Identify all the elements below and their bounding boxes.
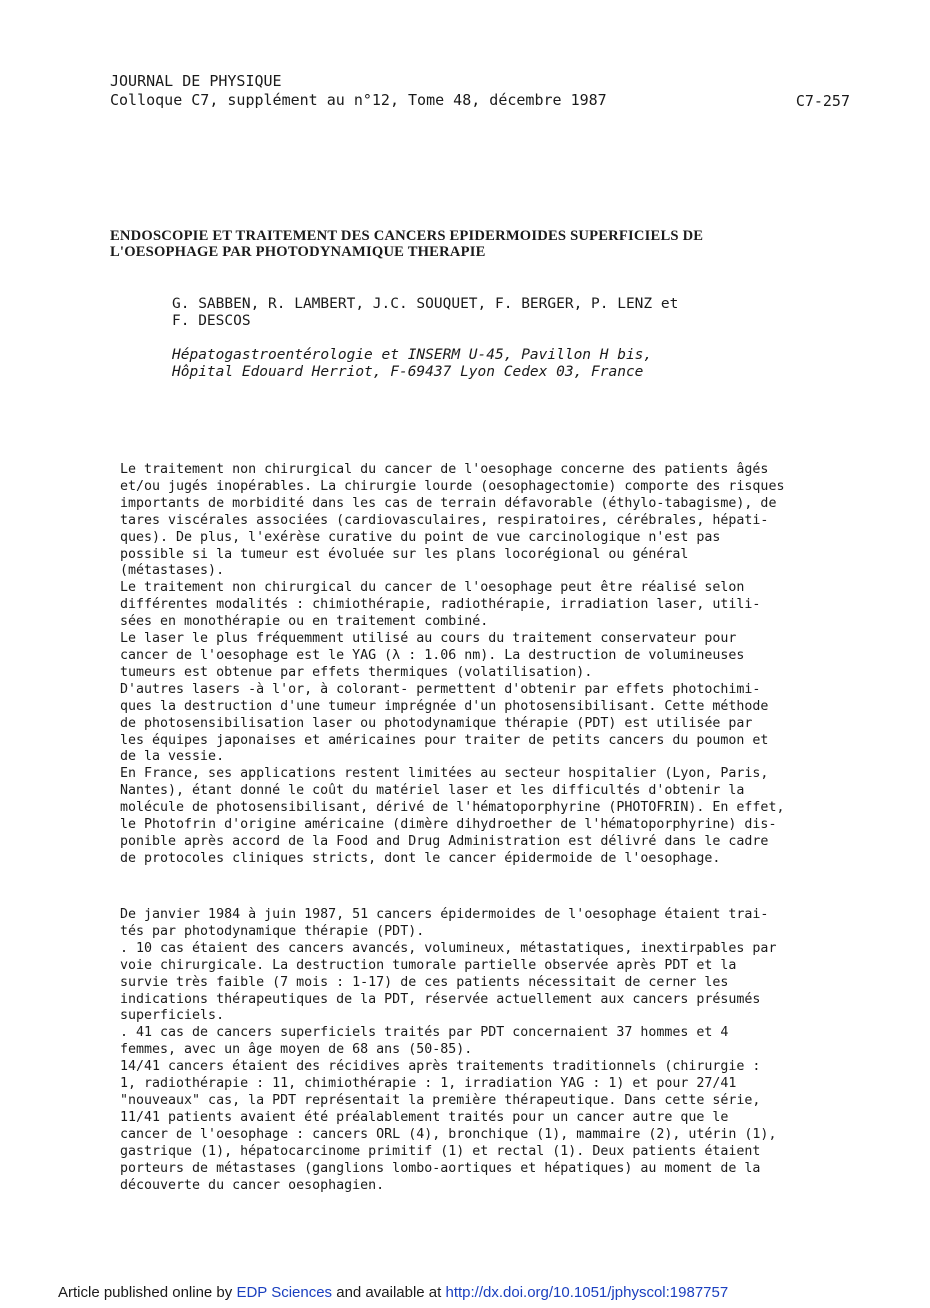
body-text-line: de protocoles cliniques stricts, dont le cancer épidermoide de l'oesophage. [120, 850, 721, 866]
author-line: G. SABBEN, R. LAMBERT, J.C. SOUQUET, F. BERGER, P. LENZ et [172, 296, 679, 312]
author-line: F. DESCOS [172, 313, 251, 329]
body-paragraph-patients [120, 907, 840, 1194]
author-list [172, 296, 812, 330]
footer-prefix: Article published online by [58, 1284, 237, 1301]
body-text-line: femmes, avec un âge moyen de 68 ans (50-85). [120, 1042, 473, 1058]
body-text-line: voie chirurgicale. La destruction tumorale partielle observée après PDT et la [120, 957, 737, 973]
body-text-line: tares viscérales associées (cardiovasculaires, respiratoires, cérébrales, hépati- [120, 512, 769, 528]
body-text-line: porteurs de métastases (ganglions lombo-aortiques et hépatiques) au moment de la [120, 1160, 761, 1176]
body-text-line: cancer de l'oesophage : cancers ORL (4), bronchique (1), mammaire (2), utérin (1), [120, 1126, 777, 1142]
journal-name: JOURNAL DE PHYSIQUE [110, 72, 282, 90]
body-text-line: ponible après accord de la Food and Drug Administration est délivré dans le cadre [120, 833, 769, 849]
body-text-line: tés par photodynamique thérapie (PDT). [120, 923, 425, 939]
body-text-line: Le laser le plus fréquemment utilisé au cours du traitement conservateur pour [120, 631, 737, 647]
page-number: C7-257 [795, 92, 850, 110]
title-line: ENDOSCOPIE ET TRAITEMENT DES CANCERS EPIDERMOIDES SUPERFICIELS DE [110, 228, 704, 244]
publication-footer [58, 1284, 728, 1301]
body-text-line: possible si la tumeur est évoluée sur les plans locorégional ou général [120, 546, 689, 562]
body-text-line: (métastases). [120, 563, 225, 579]
body-text-line: indications thérapeutiques de la PDT, réservée actuellement aux cancers présumés [120, 991, 761, 1007]
doi-link[interactable]: http://dx.doi.org/10.1051/jphyscol:1987757 [445, 1284, 729, 1301]
issue-line: Colloque C7, supplément au n°12, Tome 48, décembre 1987 [110, 91, 607, 109]
body-text-line: "nouveaux" cas, la PDT représentait la première thérapeutique. Dans cette série, [120, 1092, 761, 1108]
body-text-line: les équipes japonaises et américaines pour traiter de petits cancers du poumon et [120, 732, 769, 748]
body-text-line: ques la destruction d'une tumeur imprégnée d'un photosensibilisant. Cette méthode [120, 698, 769, 714]
body-text-line: différentes modalités : chimiothérapie, radiothérapie, irradiation laser, utili- [120, 597, 761, 613]
affiliation-line: Hépatogastroentérologie et INSERM U-45, Pavillon H bis, [172, 347, 653, 363]
body-text-line: superficiels. [120, 1008, 225, 1024]
article-title [110, 228, 830, 260]
body-text-line: sées en monothérapie ou en traitement combiné. [120, 614, 489, 630]
body-text-line: 11/41 patients avaient été préalablement traités pour un cancer autre que le [120, 1109, 729, 1125]
body-text-line: 14/41 cancers étaient des récidives après traitements traditionnels (chirurgie : [120, 1059, 761, 1075]
body-text-line: De janvier 1984 à juin 1987, 51 cancers épidermoides de l'oesophage étaient trai- [120, 907, 769, 922]
body-text-line: le Photofrin d'origine américaine (dimère dihydroether de l'hématoporphyrine) dis- [120, 817, 777, 833]
body-text-line: découverte du cancer oesophagien. [120, 1177, 385, 1193]
body-text-line: 1, radiothérapie : 11, chimiothérapie : 1, irradiation YAG : 1) et pour 27/41 [120, 1076, 737, 1092]
body-text-line: de la vessie. [120, 749, 225, 765]
body-text-line: molécule de photosensibilisant, dérivé de l'hématoporphyrine (PHOTOFRIN). En effet, [120, 800, 785, 816]
body-text-line: Le traitement non chirurgical du cancer de l'oesophage peut être réalisé selon [120, 580, 745, 596]
publisher-link[interactable]: EDP Sciences [236, 1284, 333, 1301]
body-text-line: Nantes), étant donné le coût du matériel laser et les difficultés d'obtenir la [120, 783, 745, 799]
body-text-line: cancer de l'oesophage est le YAG (λ : 1.06 nm). La destruction de volumineuses [120, 647, 745, 663]
body-text-line: gastrique (1), hépatocarcinome primitif (1) et rectal (1). Deux patients étaient [120, 1143, 761, 1159]
body-text-line: et/ou jugés inopérables. La chirurgie lourde (oesophagectomie) comporte des risques [120, 478, 785, 494]
body-text-line: de photosensibilisation laser ou photodynamique thérapie (PDT) est utilisée par [120, 715, 753, 731]
body-text-line: En France, ses applications restent limitées au secteur hospitalier (Lyon, Paris, [120, 766, 769, 782]
body-text-line: . 10 cas étaient des cancers avancés, volumineux, métastatiques, inextirpables par [120, 940, 777, 956]
body-paragraph-intro [120, 462, 840, 868]
footer-middle: and available at [332, 1284, 446, 1301]
affiliation [172, 347, 812, 381]
title-line: L'OESOPHAGE PAR PHOTODYNAMIQUE THERAPIE [110, 244, 486, 260]
affiliation-line: Hôpital Edouard Herriot, F-69437 Lyon Cedex 03, France [172, 364, 644, 380]
body-text-line: . 41 cas de cancers superficiels traités par PDT concernaient 37 hommes et 4 [120, 1025, 729, 1041]
body-text-line: survie très faible (7 mois : 1-17) de ces patients nécessitait de cerner les [120, 974, 729, 990]
body-text-line: D'autres lasers -à l'or, à colorant- permettent d'obtenir par effets photochimi- [120, 681, 761, 697]
body-text-line: tumeurs est obtenue par effets thermiques (volatilisation). [120, 664, 593, 680]
body-text-line: ques). De plus, l'exérèse curative du point de vue carcinologique n'est pas [120, 529, 721, 545]
body-text-line: importants de morbidité dans les cas de terrain défavorable (éthylo-tabagisme), de [120, 495, 777, 511]
body-text-line: Le traitement non chirurgical du cancer de l'oesophage concerne des patients âgés [120, 462, 769, 477]
